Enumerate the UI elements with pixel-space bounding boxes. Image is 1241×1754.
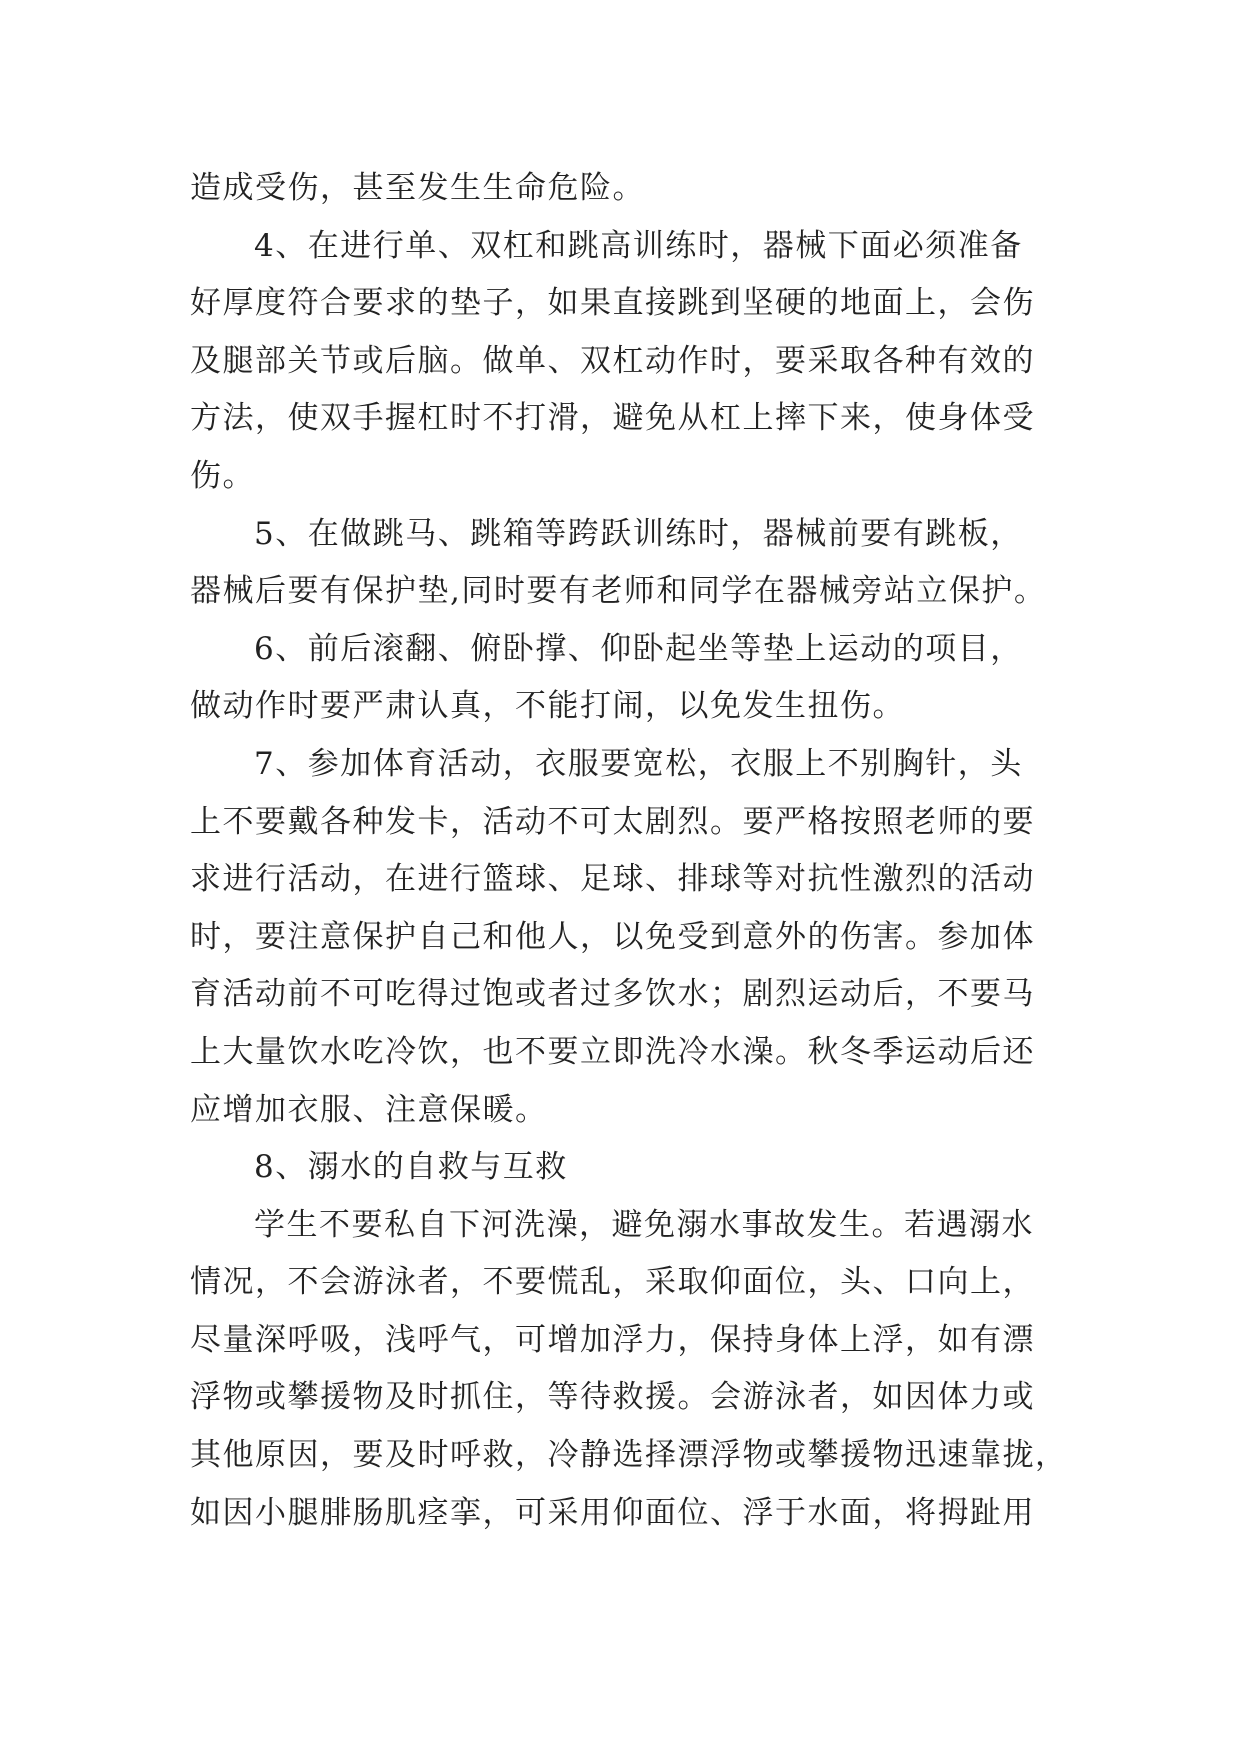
text-line: 器械后要有保护垫,同时要有老师和同学在器械旁站立保护。 [190,573,1047,610]
text-line: 应增加衣服、注意保暖。 [190,1091,548,1128]
text-line: 其他原因，要及时呼救，冷静选择漂浮物或攀援物迅速靠拢， [190,1437,1068,1474]
text-line: 上大量饮水吃冷饮，也不要立即洗冷水澡。秋冬季运动后还 [190,1033,1035,1070]
text-line: 上不要戴各种发卡，活动不可太剧烈。要严格按照老师的要 [190,803,1035,840]
text-line: 4、在进行单、双杠和跳高训练时，器械下面必须准备 [254,227,1023,264]
text-line: 学生不要私自下河洗澡，避免溺水事故发生。若遇溺水 [254,1206,1034,1243]
text-line: 情况，不会游泳者，不要慌乱，采取仰面位，头、口向上， [190,1264,1035,1301]
text-line: 7、参加体育活动，衣服要宽松，衣服上不别胸针，头 [254,745,1023,782]
text-line: 8、溺水的自救与互救 [254,1149,568,1186]
text-line: 做动作时要严肃认真，不能打闹，以免发生扭伤。 [190,688,905,725]
text-line: 5、在做跳马、跳箱等跨跃训练时，器械前要有跳板， [254,515,1023,552]
text-line: 尽量深呼吸，浅呼气，可增加浮力，保持身体上浮，如有漂 [190,1321,1035,1358]
text-line: 育活动前不可吃得过饱或者过多饮水；剧烈运动后，不要马 [190,976,1035,1013]
text-line: 伤。 [190,457,255,494]
text-line: 好厚度符合要求的垫子，如果直接跳到坚硬的地面上，会伤 [190,285,1035,322]
text-line: 及腿部关节或后脑。做单、双杠动作时，要采取各种有效的 [190,342,1035,379]
text-line: 求进行活动，在进行篮球、足球、排球等对抗性激烈的活动 [190,861,1035,898]
text-line: 方法，使双手握杠时不打滑，避免从杠上摔下来，使身体受 [190,400,1035,437]
text-line: 如因小腿腓肠肌痉挛，可采用仰面位、浮于水面，将拇趾用 [190,1494,1035,1531]
text-line: 浮物或攀援物及时抓住，等待救援。会游泳者，如因体力或 [190,1379,1035,1416]
text-line: 造成受伤，甚至发生生命危险。 [190,170,645,206]
text-line: 6、前后滚翻、俯卧撑、仰卧起坐等垫上运动的项目， [254,630,1023,667]
body-text [190,160,1068,1542]
text-line: 时，要注意保护自己和他人，以免受到意外的伤害。参加体 [190,918,1035,955]
